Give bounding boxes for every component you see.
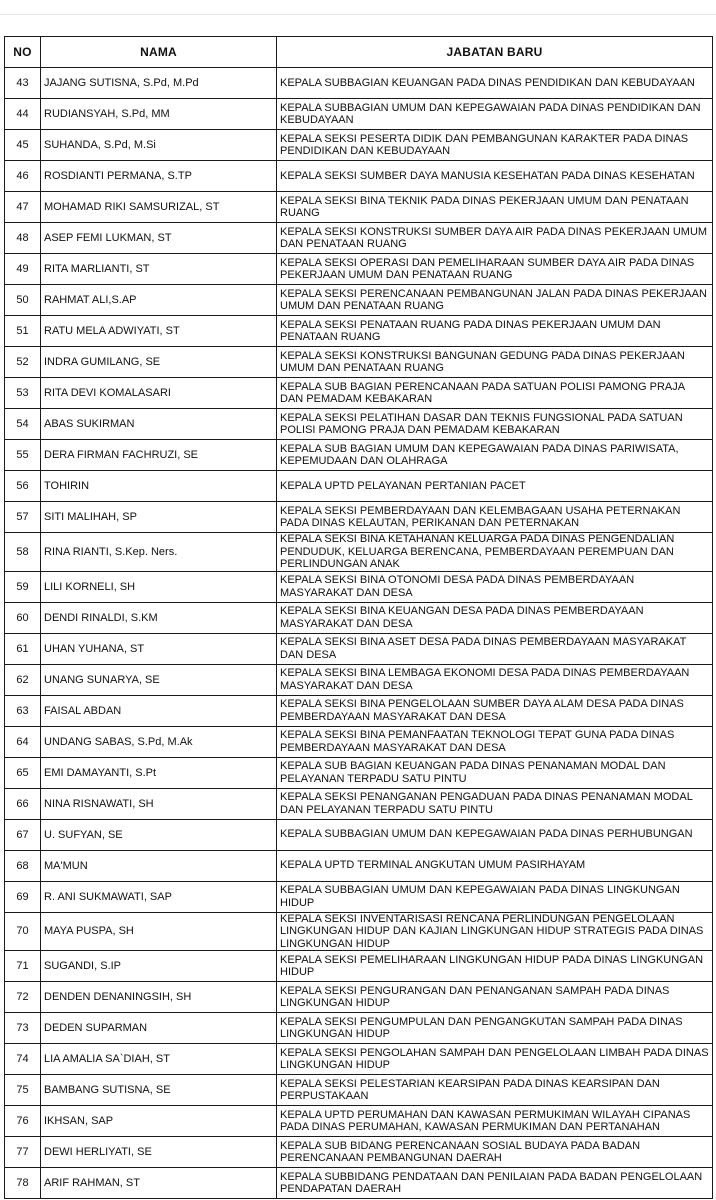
table-row: [5, 347, 713, 378]
row-position: KEPALA SEKSI PENGUMPULAN DAN PENGANGKUTAN SAMPAH PADA DINAS LINGKUNGAN HIDUP: [277, 1013, 713, 1044]
row-number: 60: [5, 602, 41, 633]
row-position: KEPALA SEKSI BINA PEMANFAATAN TEKNOLOGI TEPAT GUNA PADA DINAS PEMBERDAYAAN MASYARAKAT DAN DESA: [277, 726, 713, 757]
row-number: 49: [5, 254, 41, 285]
row-name: RITA DEVI KOMALASARI: [41, 378, 277, 409]
row-position: KEPALA SEKSI KONSTRUKSI BANGUNAN GEDUNG PADA DINAS PEKERJAAN UMUM DAN PENATAAN RUANG: [277, 347, 713, 378]
row-number: 78: [5, 1168, 41, 1199]
position-table: [4, 36, 713, 1199]
row-number: 47: [5, 192, 41, 223]
row-number: 72: [5, 982, 41, 1013]
row-position: KEPALA SEKSI PEMBERDAYAAN DAN KELEMBAGAAN USAHA PETERNAKAN PADA DINAS KELAUTAN, PERIKANAN DAN PETERNAKAN: [277, 502, 713, 533]
row-name: ASEP FEMI LUKMAN, ST: [41, 223, 277, 254]
row-name: EMI DAMAYANTI, S.Pt: [41, 757, 277, 788]
row-name: MA'MUN: [41, 850, 277, 881]
header-nama: NAMA: [41, 37, 277, 68]
table-row: [5, 912, 713, 951]
row-position: KEPALA SEKSI PENATAAN RUANG PADA DINAS PEKERJAAN UMUM DAN PENATAAN RUANG: [277, 316, 713, 347]
table-row: [5, 285, 713, 316]
row-position: KEPALA SEKSI BINA LEMBAGA EKONOMI DESA PADA DINAS PEMBERDAYAAN MASYARAKAT DAN DESA: [277, 664, 713, 695]
row-name: DENDI RINALDI, S.KM: [41, 602, 277, 633]
row-name: MAYA PUSPA, SH: [41, 912, 277, 951]
table-row: [5, 130, 713, 161]
row-name: R. ANI SUKMAWATI, SAP: [41, 881, 277, 912]
row-name: U. SUFYAN, SE: [41, 819, 277, 850]
table-row: [5, 1013, 713, 1044]
table-row: [5, 502, 713, 533]
table-row: [5, 99, 713, 130]
row-position: KEPALA SEKSI PELATIHAN DASAR DAN TEKNIS FUNGSIONAL PADA SATUAN POLISI PAMONG PRAJA DAN PEMADAM KEBAKARAN: [277, 409, 713, 440]
row-number: 45: [5, 130, 41, 161]
table-row: [5, 726, 713, 757]
row-number: 69: [5, 881, 41, 912]
row-position: KEPALA SUB BAGIAN KEUANGAN PADA DINAS PENANAMAN MODAL DAN PELAYANAN TERPADU SATU PINTU: [277, 757, 713, 788]
row-position: KEPALA SEKSI BINA ASET DESA PADA DINAS PEMBERDAYAAN MASYARAKAT DAN DESA: [277, 633, 713, 664]
row-name: RINA RIANTI, S.Kep. Ners.: [41, 533, 277, 572]
row-position: KEPALA SEKSI KONSTRUKSI SUMBER DAYA AIR PADA DINAS PEKERJAAN UMUM DAN PENATAAN RUANG: [277, 223, 713, 254]
row-position: KEPALA SEKSI PENGURANGAN DAN PENANGANAN SAMPAH PADA DINAS LINGKUNGAN HIDUP: [277, 982, 713, 1013]
table-row: [5, 881, 713, 912]
row-position: KEPALA SUBBAGIAN KEUANGAN PADA DINAS PENDIDIKAN DAN KEBUDAYAAN: [277, 68, 713, 99]
row-number: 52: [5, 347, 41, 378]
row-number: 44: [5, 99, 41, 130]
row-name: UNANG SUNARYA, SE: [41, 664, 277, 695]
header-no: NO: [5, 37, 41, 68]
table-row: [5, 533, 713, 572]
table-row: [5, 316, 713, 347]
row-position: KEPALA SEKSI BINA OTONOMI DESA PADA DINAS PEMBERDAYAAN MASYARAKAT DAN DESA: [277, 571, 713, 602]
row-number: 77: [5, 1137, 41, 1168]
row-name: SITI MALIHAH, SP: [41, 502, 277, 533]
table-row: [5, 757, 713, 788]
row-position: KEPALA SUB BAGIAN UMUM DAN KEPEGAWAIAN PADA DINAS PARIWISATA, KEPEMUDAAN DAN OLAHRAGA: [277, 440, 713, 471]
top-bar: [0, 0, 716, 15]
row-number: 55: [5, 440, 41, 471]
row-position: KEPALA SUBBAGIAN UMUM DAN KEPEGAWAIAN PADA DINAS PERHUBUNGAN: [277, 819, 713, 850]
table-row: [5, 254, 713, 285]
row-position: KEPALA SEKSI BINA KEUANGAN DESA PADA DINAS PEMBERDAYAAN MASYARAKAT DAN DESA: [277, 602, 713, 633]
row-position: KEPALA SEKSI BINA TEKNIK PADA DINAS PEKERJAAN UMUM DAN PENATAAN RUANG: [277, 192, 713, 223]
row-name: UNDANG SABAS, S.Pd, M.Ak: [41, 726, 277, 757]
row-position: KEPALA SEKSI PENGOLAHAN SAMPAH DAN PENGELOLAAN LIMBAH PADA DINAS LINGKUNGAN HIDUP: [277, 1044, 713, 1075]
table-row: [5, 161, 713, 192]
row-number: 67: [5, 819, 41, 850]
row-number: 76: [5, 1106, 41, 1137]
row-number: 57: [5, 502, 41, 533]
row-name: MOHAMAD RIKI SAMSURIZAL, ST: [41, 192, 277, 223]
row-name: DERA FIRMAN FACHRUZI, SE: [41, 440, 277, 471]
table-body: [5, 68, 713, 1199]
table-row: [5, 68, 713, 99]
row-name: ABAS SUKIRMAN: [41, 409, 277, 440]
table-row: [5, 192, 713, 223]
row-number: 50: [5, 285, 41, 316]
row-number: 68: [5, 850, 41, 881]
table-row: [5, 850, 713, 881]
row-name: LIA AMALIA SA`DIAH, ST: [41, 1044, 277, 1075]
row-position: KEPALA SEKSI PERENCANAAN PEMBANGUNAN JALAN PADA DINAS PEKERJAAN UMUM DAN PENATAAN RUANG: [277, 285, 713, 316]
row-number: 63: [5, 695, 41, 726]
row-number: 75: [5, 1075, 41, 1106]
row-number: 59: [5, 571, 41, 602]
row-name: SUGANDI, S.IP: [41, 951, 277, 982]
table-row: [5, 602, 713, 633]
row-number: 73: [5, 1013, 41, 1044]
table-row: [5, 471, 713, 502]
table-row: [5, 788, 713, 819]
table-row: [5, 1106, 713, 1137]
row-name: INDRA GUMILANG, SE: [41, 347, 277, 378]
row-position: KEPALA SEKSI BINA KETAHANAN KELUARGA PADA DINAS PENGENDALIAN PENDUDUK, KELUARGA BERENCANA, PEMBERDAYAAN PEREMPUAN DAN PERLINDUNGAN ANAK: [277, 533, 713, 572]
table-row: [5, 440, 713, 471]
row-position: KEPALA UPTD TERMINAL ANGKUTAN UMUM PASIRHAYAM: [277, 850, 713, 881]
row-position: KEPALA SUBBAGIAN UMUM DAN KEPEGAWAIAN PADA DINAS LINGKUNGAN HIDUP: [277, 881, 713, 912]
row-name: RATU MELA ADWIYATI, ST: [41, 316, 277, 347]
row-number: 46: [5, 161, 41, 192]
table-row: [5, 633, 713, 664]
table-row: [5, 1075, 713, 1106]
table-header-row: [5, 37, 713, 68]
row-name: UHAN YUHANA, ST: [41, 633, 277, 664]
row-number: 64: [5, 726, 41, 757]
row-position: KEPALA UPTD PELAYANAN PERTANIAN PACET: [277, 471, 713, 502]
row-position: KEPALA SUBBAGIAN UMUM DAN KEPEGAWAIAN PADA DINAS PENDIDIKAN DAN KEBUDAYAAN: [277, 99, 713, 130]
row-number: 54: [5, 409, 41, 440]
row-name: NINA RISNAWATI, SH: [41, 788, 277, 819]
row-number: 62: [5, 664, 41, 695]
row-position: KEPALA SEKSI BINA PENGELOLAAN SUMBER DAYA ALAM DESA PADA DINAS PEMBERDAYAAN MASYARAKAT DAN DESA: [277, 695, 713, 726]
row-number: 53: [5, 378, 41, 409]
row-name: TOHIRIN: [41, 471, 277, 502]
row-name: DEDEN SUPARMAN: [41, 1013, 277, 1044]
row-name: FAISAL ABDAN: [41, 695, 277, 726]
row-number: 48: [5, 223, 41, 254]
row-number: 66: [5, 788, 41, 819]
row-name: JAJANG SUTISNA, S.Pd, M.Pd: [41, 68, 277, 99]
row-position: KEPALA SEKSI SUMBER DAYA MANUSIA KESEHATAN PADA DINAS KESEHATAN: [277, 161, 713, 192]
row-position: KEPALA SEKSI PEMELIHARAAN LINGKUNGAN HIDUP PADA DINAS LINGKUNGAN HIDUP: [277, 951, 713, 982]
row-number: 51: [5, 316, 41, 347]
row-name: DEWI HERLIYATI, SE: [41, 1137, 277, 1168]
table-row: [5, 1168, 713, 1199]
row-position: KEPALA SEKSI INVENTARISASI RENCANA PERLINDUNGAN PENGELOLAAN LINGKUNGAN HIDUP DAN KAJIAN LINGKUNGAN HIDUP STRATEGIS PADA DINAS LINGKUNGAN HIDUP: [277, 912, 713, 951]
table-row: [5, 695, 713, 726]
row-position: KEPALA UPTD PERUMAHAN DAN KAWASAN PERMUKIMAN WILAYAH CIPANAS PADA DINAS PERUMAHAN, KAWASAN PERMUKIMAN DAN PERTANAHAN: [277, 1106, 713, 1137]
row-name: LILI KORNELI, SH: [41, 571, 277, 602]
table-row: [5, 1137, 713, 1168]
table-row: [5, 951, 713, 982]
table-row: [5, 982, 713, 1013]
row-number: 58: [5, 533, 41, 572]
row-number: 56: [5, 471, 41, 502]
table-row: [5, 571, 713, 602]
row-name: SUHANDA, S.Pd, M.Si: [41, 130, 277, 161]
table-row: [5, 819, 713, 850]
row-name: DENDEN DENANINGSIH, SH: [41, 982, 277, 1013]
row-name: RITA MARLIANTI, ST: [41, 254, 277, 285]
row-number: 74: [5, 1044, 41, 1075]
document-sheet: [4, 36, 712, 1199]
row-name: RAHMAT ALI,S.AP: [41, 285, 277, 316]
header-jabatan: JABATAN BARU: [277, 37, 713, 68]
row-number: 65: [5, 757, 41, 788]
row-position: KEPALA SUB BAGIAN PERENCANAAN PADA SATUAN POLISI PAMONG PRAJA DAN PEMADAM KEBAKARAN: [277, 378, 713, 409]
row-position: KEPALA SUB BIDANG PERENCANAAN SOSIAL BUDAYA PADA BADAN PERENCANAAN PEMBANGUNAN DAERAH: [277, 1137, 713, 1168]
table-row: [5, 1044, 713, 1075]
row-position: KEPALA SEKSI PENANGANAN PENGADUAN PADA DINAS PENANAMAN MODAL DAN PELAYANAN TERPADU SATU PINTU: [277, 788, 713, 819]
table-row: [5, 223, 713, 254]
row-name: RUDIANSYAH, S.Pd, MM: [41, 99, 277, 130]
row-position: KEPALA SEKSI PESERTA DIDIK DAN PEMBANGUNAN KARAKTER PADA DINAS PENDIDIKAN DAN KEBUDAYAAN: [277, 130, 713, 161]
table-row: [5, 664, 713, 695]
row-number: 43: [5, 68, 41, 99]
row-number: 71: [5, 951, 41, 982]
row-name: BAMBANG SUTISNA, SE: [41, 1075, 277, 1106]
row-position: KEPALA SUBBIDANG PENDATAAN DAN PENILAIAN PADA BADAN PENGELOLAAN PENDAPATAN DAERAH: [277, 1168, 713, 1199]
table-row: [5, 378, 713, 409]
row-name: IKHSAN, SAP: [41, 1106, 277, 1137]
row-name: ARIF RAHMAN, ST: [41, 1168, 277, 1199]
table-row: [5, 409, 713, 440]
row-position: KEPALA SEKSI OPERASI DAN PEMELIHARAAN SUMBER DAYA AIR PADA DINAS PEKERJAAN UMUM DAN PENATAAN RUANG: [277, 254, 713, 285]
row-number: 70: [5, 912, 41, 951]
row-position: KEPALA SEKSI PELESTARIAN KEARSIPAN PADA DINAS KEARSIPAN DAN PERPUSTAKAAN: [277, 1075, 713, 1106]
row-name: ROSDIANTI PERMANA, S.TP: [41, 161, 277, 192]
row-number: 61: [5, 633, 41, 664]
